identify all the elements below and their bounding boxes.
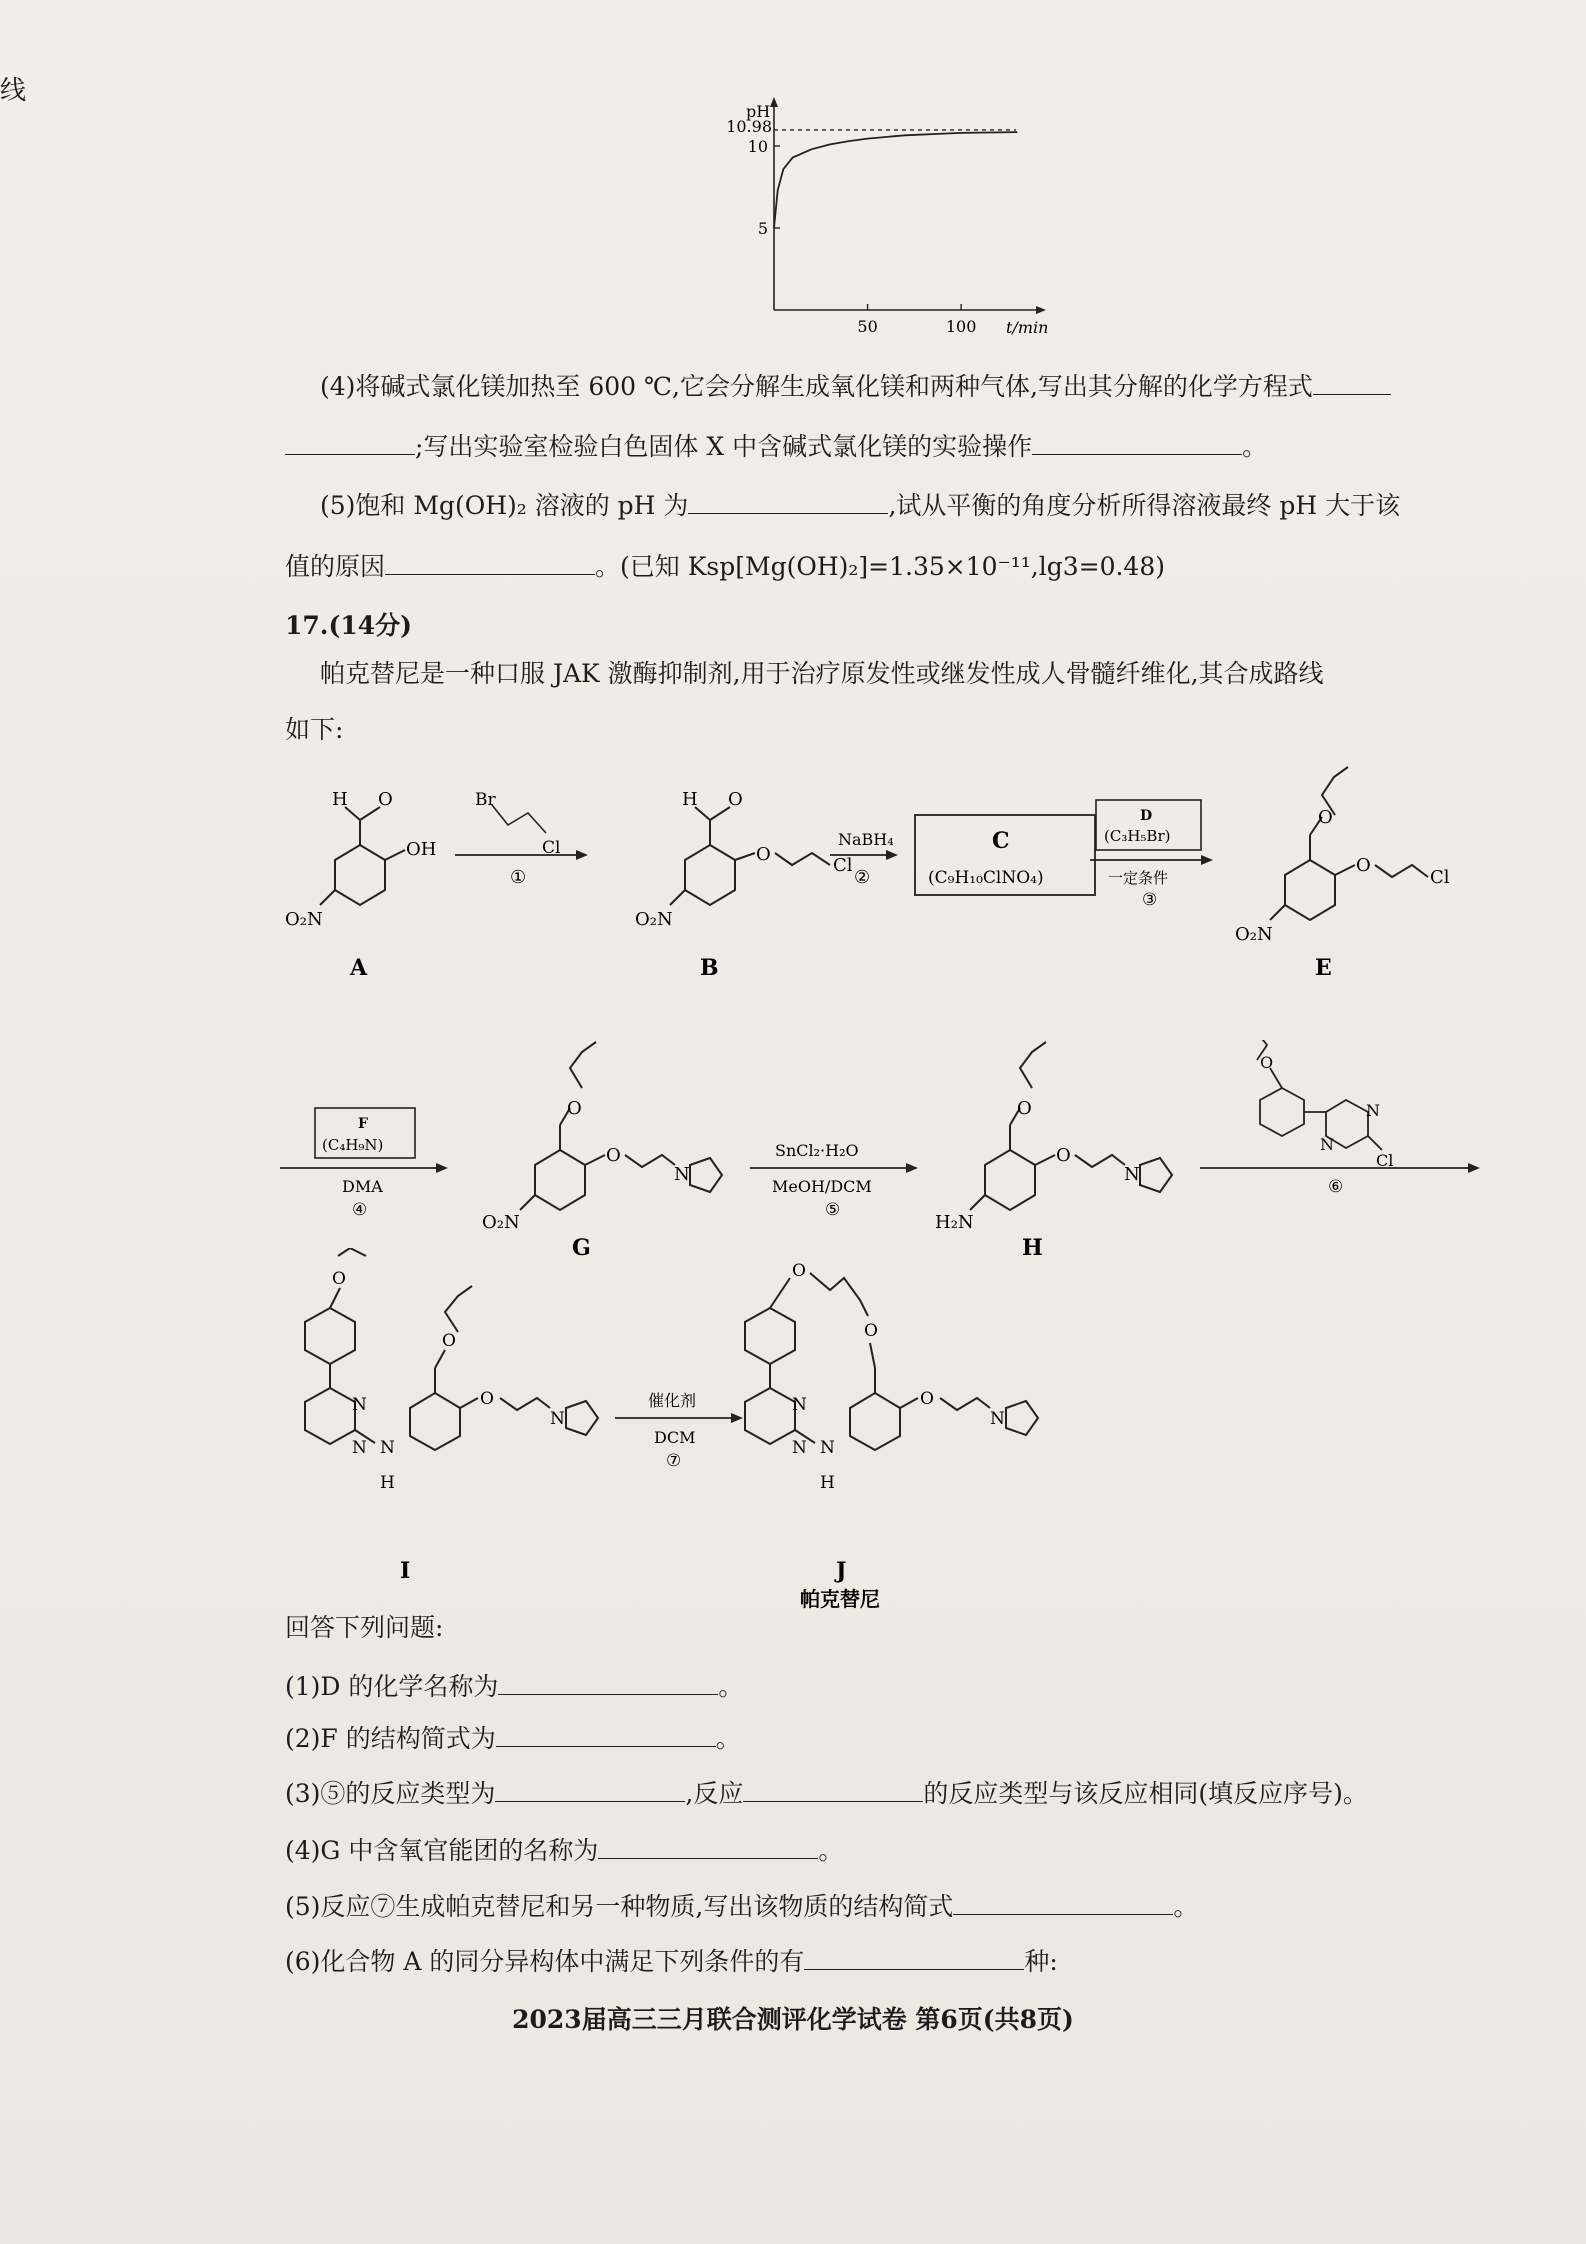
atom-O: O bbox=[728, 789, 743, 810]
label-E: E bbox=[1315, 955, 1332, 980]
atom-O: O bbox=[920, 1389, 934, 1409]
atom-N: N bbox=[352, 1395, 367, 1415]
arrow-3-head bbox=[1201, 855, 1213, 865]
step-7-reagent: 催化剂 bbox=[648, 1391, 697, 1410]
label-H: H bbox=[1022, 1235, 1043, 1260]
reagent-F-name: F bbox=[358, 1116, 368, 1132]
atom-O: O bbox=[792, 1261, 806, 1281]
ph-time-chart bbox=[700, 95, 1060, 345]
y-axis-arrow bbox=[770, 97, 778, 107]
q17-part3: (3)⑤的反应类型为 ,反应 的反应类型与该反应相同(填反应序号)。 bbox=[285, 1775, 1368, 1812]
x-tick-label: 100 bbox=[945, 317, 977, 336]
molecule-A bbox=[320, 807, 405, 905]
page-footer: 2023届高三三月联合测评化学试卷 第6页(共8页) bbox=[512, 2005, 1074, 2034]
q17-part6: (6)化合物 A 的同分异构体中满足下列条件的有 种: bbox=[285, 1943, 1058, 1980]
answer-blank[interactable] bbox=[385, 548, 595, 575]
atom-O: O bbox=[1318, 807, 1333, 828]
x-axis-arrow bbox=[1036, 306, 1046, 314]
answer-blank[interactable] bbox=[496, 1720, 716, 1747]
atom-O: O bbox=[1056, 1145, 1071, 1166]
atom-O: O bbox=[756, 844, 771, 865]
atom-NO2: O₂N bbox=[482, 1212, 520, 1233]
q17-part1: (1)D 的化学名称为 。 bbox=[285, 1668, 743, 1705]
reagent-D-name: D bbox=[1140, 808, 1153, 824]
atom-N: N bbox=[792, 1395, 807, 1415]
molecule-H bbox=[970, 1042, 1172, 1210]
step-4-condition: DMA bbox=[342, 1177, 383, 1196]
arrow-2-head bbox=[886, 850, 898, 860]
molecule-B bbox=[670, 807, 830, 905]
atom-NO2: O₂N bbox=[285, 909, 323, 930]
atom-O: O bbox=[378, 789, 393, 810]
label-J: J bbox=[836, 1558, 847, 1584]
atom-H: H bbox=[682, 789, 698, 810]
step-7-condition: DCM bbox=[654, 1428, 696, 1447]
questions-intro: 回答下列问题: bbox=[285, 1613, 444, 1642]
formula-D: (C₃H₅Br) bbox=[1104, 827, 1171, 845]
atom-O: O bbox=[864, 1321, 878, 1341]
atom-O: O bbox=[1017, 1098, 1032, 1119]
atom-O: O bbox=[480, 1389, 494, 1409]
answer-blank[interactable] bbox=[688, 487, 888, 514]
binding-line-mark: 线 bbox=[0, 76, 27, 106]
atom-H: H bbox=[380, 1473, 395, 1493]
molecule-G bbox=[520, 1042, 722, 1210]
step-7-label: ⑦ bbox=[666, 1451, 682, 1471]
synthesis-scheme-row3 bbox=[270, 1248, 1490, 1628]
atom-O: O bbox=[567, 1098, 582, 1119]
y-axis-label: pH bbox=[746, 102, 771, 121]
answer-blank[interactable] bbox=[495, 1775, 685, 1802]
atom-NH2: H₂N bbox=[935, 1212, 974, 1233]
answer-blank[interactable] bbox=[1313, 368, 1391, 395]
step-6-label: ⑥ bbox=[1328, 1177, 1344, 1197]
label-G: G bbox=[572, 1235, 591, 1260]
formula-F: (C₄H₉N) bbox=[322, 1136, 384, 1154]
question-17-title: 17.(14分) bbox=[285, 611, 412, 640]
synthesis-scheme-row2 bbox=[270, 1040, 1490, 1260]
atom-Cl: Cl bbox=[542, 838, 561, 858]
atom-N: N bbox=[352, 1438, 367, 1458]
y-tick-label: 5 bbox=[757, 219, 768, 238]
label-I: I bbox=[400, 1558, 411, 1584]
atom-N: N bbox=[792, 1438, 807, 1458]
label-J-name: 帕克替尼 bbox=[800, 1587, 880, 1611]
atom-O: O bbox=[606, 1145, 621, 1166]
arrow-6-head bbox=[1468, 1163, 1480, 1173]
label-C: C bbox=[992, 828, 1010, 854]
atom-O: O bbox=[1260, 1053, 1274, 1072]
atom-H: H bbox=[820, 1473, 835, 1493]
arrow-1-head bbox=[576, 850, 588, 860]
answer-blank[interactable] bbox=[1032, 428, 1242, 455]
reference-value-label: 10.98 bbox=[726, 116, 772, 136]
q16-part5-line1: (5)饱和 Mg(OH)₂ 溶液的 pH 为 ,试从平衡的角度分析所得溶液最终 pH 大于该 bbox=[320, 487, 1400, 524]
step-4-label: ④ bbox=[352, 1200, 368, 1220]
atom-NO2: O₂N bbox=[635, 909, 673, 930]
arrow-4-head bbox=[436, 1163, 448, 1173]
atom-H: H bbox=[332, 789, 348, 810]
atom-O: O bbox=[442, 1331, 456, 1351]
atom-Cl: Cl bbox=[833, 855, 853, 876]
synthesis-scheme-row1 bbox=[270, 765, 1490, 980]
atom-O: O bbox=[332, 1269, 346, 1289]
answer-blank[interactable] bbox=[498, 1668, 718, 1695]
atom-N: N bbox=[1366, 1101, 1380, 1120]
step-3-label: ③ bbox=[1142, 890, 1158, 910]
reagent-chloropyrimidine-arene bbox=[1255, 1040, 1382, 1150]
step-5-label: ⑤ bbox=[825, 1200, 841, 1220]
q17-part2: (2)F 的结构简式为 。 bbox=[285, 1720, 741, 1757]
atom-N: N bbox=[1124, 1164, 1140, 1185]
y-tick-label: 10 bbox=[747, 137, 768, 156]
answer-blank[interactable] bbox=[598, 1832, 818, 1859]
q17-intro-line1: 帕克替尼是一种口服 JAK 激酶抑制剂,用于治疗原发性或继发性成人骨髓纤维化,其合成路线 bbox=[320, 659, 1324, 688]
step-5-condition: MeOH/DCM bbox=[772, 1177, 872, 1196]
atom-NO2: O₂N bbox=[1235, 924, 1273, 945]
arrow-7-head bbox=[731, 1413, 743, 1423]
atom-N: N bbox=[820, 1438, 835, 1458]
step-2-reagent: NaBH₄ bbox=[838, 830, 894, 849]
atom-N: N bbox=[1320, 1135, 1334, 1154]
molecule-E bbox=[1270, 767, 1428, 920]
q16-part5-line2: 值的原因 。(已知 Ksp[Mg(OH)₂]=1.35×10⁻¹¹,lg3=0.48) bbox=[285, 548, 1165, 585]
answer-blank[interactable] bbox=[743, 1775, 923, 1802]
atom-N: N bbox=[550, 1409, 565, 1429]
answer-blank[interactable] bbox=[804, 1943, 1024, 1970]
q17-part5: (5)反应⑦生成帕克替尼和另一种物质,写出该物质的结构简式 。 bbox=[285, 1888, 1198, 1925]
atom-O: O bbox=[1356, 855, 1371, 876]
atom-N: N bbox=[380, 1438, 395, 1458]
label-B: B bbox=[700, 955, 719, 980]
x-axis-label: t/min bbox=[1006, 318, 1049, 337]
atom-N: N bbox=[990, 1409, 1005, 1429]
atom-Cl: Cl bbox=[1430, 867, 1450, 888]
ph-curve-series bbox=[774, 132, 1017, 228]
answer-blank[interactable] bbox=[285, 428, 415, 455]
arrow-5-head bbox=[906, 1163, 918, 1173]
atom-Br: Br bbox=[475, 790, 496, 810]
atom-OH: OH bbox=[406, 839, 437, 860]
atom-Cl: Cl bbox=[1376, 1151, 1394, 1170]
step-2-label: ② bbox=[854, 867, 871, 888]
label-A: A bbox=[350, 955, 368, 980]
q16-part4-line1: (4)将碱式氯化镁加热至 600 ℃,它会分解生成氧化镁和两种气体,写出其分解的化学方程式 bbox=[320, 368, 1391, 405]
step-5-reagent: SnCl₂·H₂O bbox=[775, 1141, 859, 1160]
reagent-bromochloroethane bbox=[492, 805, 546, 833]
answer-blank[interactable] bbox=[953, 1888, 1173, 1915]
x-tick-label: 50 bbox=[857, 317, 878, 336]
q17-part4: (4)G 中含氧官能团的名称为 。 bbox=[285, 1832, 843, 1869]
step-3-condition: 一定条件 bbox=[1108, 869, 1169, 887]
atom-N: N bbox=[674, 1164, 690, 1185]
formula-C: (C₉H₁₀ClNO₄) bbox=[928, 868, 1044, 888]
q16-part4-line2: ;写出实验室检验白色固体 X 中含碱式氯化镁的实验操作 。 bbox=[285, 428, 1267, 465]
step-1-label: ① bbox=[510, 867, 527, 888]
q17-intro-line2: 如下: bbox=[285, 715, 344, 744]
